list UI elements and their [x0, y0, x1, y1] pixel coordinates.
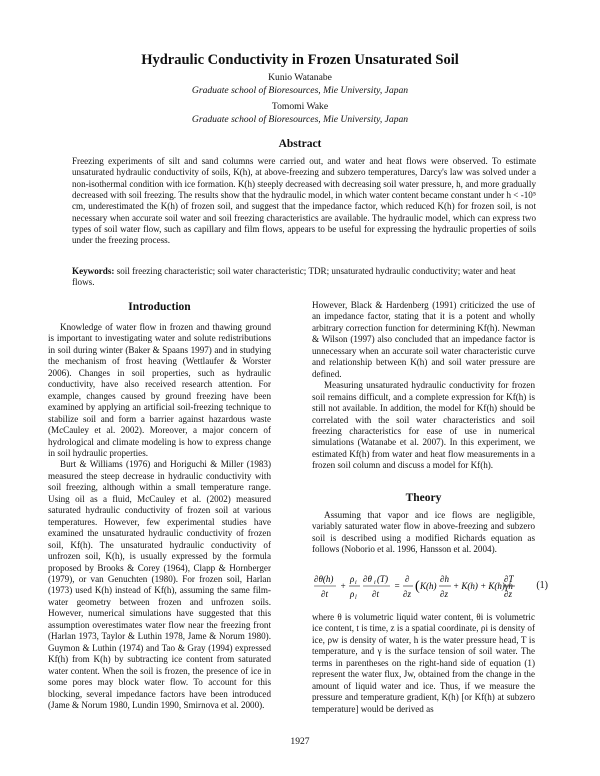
- svg-text:∂T: ∂T: [504, 574, 514, 584]
- page-number: 1927: [290, 736, 310, 747]
- theory-block: [312, 510, 535, 556]
- intro-paragraph-1: Knowledge of water flow in frozen and thawing ground is important to investigating water and solute redistributions in soil during winter (Baker & Spaans 1997) and in studying the mechanism of frost heaving (Wettlaufer & Worster 2006). Changes in soil properties, such as hydraulic conductivity, have also received research attention. For example, changes caused by ground freezing have been examined by applying an artificial soil-freezing technique to stabilize soil and form a barrier against hazardous waste (McCauley et al. 2002). Moreover, a major concern of hydrological and climate modeling is how to express change in soil hydraulic properties.: [48, 322, 271, 458]
- right-paragraph-2: Measuring unsaturated hydraulic conductivity for frozen soil remains difficult, and a complete expression for Kf(h) is still not available. In addition, the model for Kf(h) should be correlated with the soil water characteristics and soil freezing characteristics for ease of use in numerical simulations (Watanabe et al. 2007). In this experiment, we estimated Kf(h) from water and heat flow measurements in a frozen soil column and discuss a model for Kf(h).: [312, 380, 535, 471]
- intro-paragraph-2: Burt & Williams (1976) and Horiguchi & Miller (1983) measured the steep decrease in hydraulic conductivity with soil freezing, although within a small temperature range. Using oil as a fluid, McCauley et al. (2002) measured saturated hydraulic conductivity of frozen soil at various temperatures. However, few experimental studies have examined the unsaturated hydraulic conductivity of frozen soil, Kf(h). The unsaturated hydraulic conductivity of unfrozen soil, K(h), is usually expressed by the formula proposed by Brooks & Corey (1964), Clapp & Hornberger (1979), or van Genuchten (1980). For frozen soil, Harlan (1973) used K(h) instead of Kf(h), assuming the same film-water geometry between frozen and unfrozen soils. However, numerical simulations have suggested that this assumption overestimates water flow near the freezing front (Harlan 1973, Taylor & Luthin 1978, Jame & Norum 1980). Guymon & Luthin (1974) and Tao & Gray (1994) expressed Kf(h) from K(h) by subtracting ice content from saturated water content. When the soil is frozen, the presence of ice in some pores may block water flow. To account for this blocking, several impedance factors have been introduced (Jame & Norum 1980, Lundin 1990, Smirnova et al. 2000).: [48, 459, 271, 710]
- svg-text:K(h): K(h): [420, 581, 437, 591]
- svg-text:∂z: ∂z: [403, 589, 411, 599]
- keywords-line: [72, 266, 536, 289]
- author-name-1: Kunio Watanabe: [268, 72, 332, 83]
- keywords-text: soil freezing characteristic; soil water characteristic; TDR; unsaturated hydraulic conductivity; water and heat flows.: [72, 266, 516, 288]
- equation-1: [312, 570, 548, 606]
- after-equation-paragraph: where θ is volumetric liquid water content, θi is volumetric ice content, t is time, z is a spatial coordinate, ρi is density of ice, ρw is density of water, h is the water pressure head, T is temperature, and γ is the surface tension of soil water. The terms in parentheses on the right-hand side of equation (1) represent the water flux, Jw, obtained from the change in the amount of liquid water and ice. Thus, if we measure the pressure and temperature gradient, K(h) [or Kf(h) at subzero temperature] would be derived as: [312, 612, 535, 714]
- svg-text:(T): (T): [377, 574, 388, 584]
- abstract-text: Freezing experiments of silt and sand columns were carried out, and water and heat flows were observed. To estimate unsaturated hydraulic conductivity of soils, K(h), at above-freezing and subzero temperatures, Darcy's law was solved under a non-isothermal condition with ice formation. K(h) steeply decreased with decreasing soil water pressure, h, and more gradually decreased with soil freezing. The results show that the hydraulic model, in which water content became constant under h < -10⁵ cm, underestimated the K(h) of frozen soil, and suggest that the impedance factor, which reduced K(h) for frozen soil, is not necessary when accurate soil water and soil freezing characteristics are available. The hydraulic model, which can express two types of soil water flow, such as capillary and film flows, appears to be useful for expressing the hydraulic properties of soils under the freezing process.: [72, 156, 536, 246]
- svg-text:∂: ∂: [405, 574, 410, 584]
- svg-text:+: +: [340, 581, 347, 591]
- author-affiliation-2: Graduate school of Bioresources, Mie University, Japan: [191, 114, 409, 125]
- svg-text:l: l: [355, 595, 357, 601]
- equation-number: (1): [536, 580, 548, 591]
- keywords-label: Keywords:: [72, 266, 115, 276]
- abstract-heading: Abstract: [278, 138, 322, 150]
- svg-text:i: i: [355, 580, 357, 586]
- svg-text:=: =: [394, 581, 401, 591]
- svg-text:∂θ: ∂θ: [363, 574, 372, 584]
- author-affiliation-1: Graduate school of Bioresources, Mie University, Japan: [191, 85, 409, 96]
- after-equation-block: [312, 612, 535, 715]
- svg-text:ρ: ρ: [350, 574, 355, 584]
- svg-text:ρ: ρ: [350, 589, 355, 599]
- svg-text:(: (: [415, 579, 420, 594]
- paper-title: Hydraulic Conductivity in Frozen Unsaturated Soil: [141, 52, 459, 68]
- svg-text:i: i: [374, 580, 376, 586]
- svg-text:∂z: ∂z: [504, 589, 512, 599]
- svg-text:∂t: ∂t: [321, 589, 328, 599]
- svg-text:∂h: ∂h: [440, 574, 449, 584]
- right-paragraph-1: However, Black & Hardenberg (1991) criticized the use of an impedance factor, stating that it is a potent and wholly arbitrary correction function for determining Kf(h). Newman & Wilson (1997) also concluded that an impedance factor is unnecessary when an accurate soil water characteristic curve and relationship between K(h) and soil water pressure are defined.: [312, 300, 535, 379]
- theory-paragraph: Assuming that vapor and ice flows are negligible, variably saturated water flow in above-freezing and subzero soil is described using a modified Richards equation as follows (Noborio et al. 1996, Hansson et al. 2004).: [312, 510, 535, 555]
- svg-text:∂θ(h): ∂θ(h): [314, 574, 334, 584]
- left-column: [48, 322, 271, 711]
- svg-text:∂t: ∂t: [372, 589, 379, 599]
- equation-graphic: [312, 570, 517, 606]
- svg-text:+ K(h) + K(h)γh: + K(h) + K(h)γh: [453, 581, 513, 591]
- svg-text:∂z: ∂z: [440, 589, 448, 599]
- author-name-2: Tomomi Wake: [271, 101, 329, 112]
- right-column-top: [312, 300, 535, 472]
- introduction-heading: Introduction: [128, 301, 191, 313]
- theory-heading: Theory: [405, 492, 442, 504]
